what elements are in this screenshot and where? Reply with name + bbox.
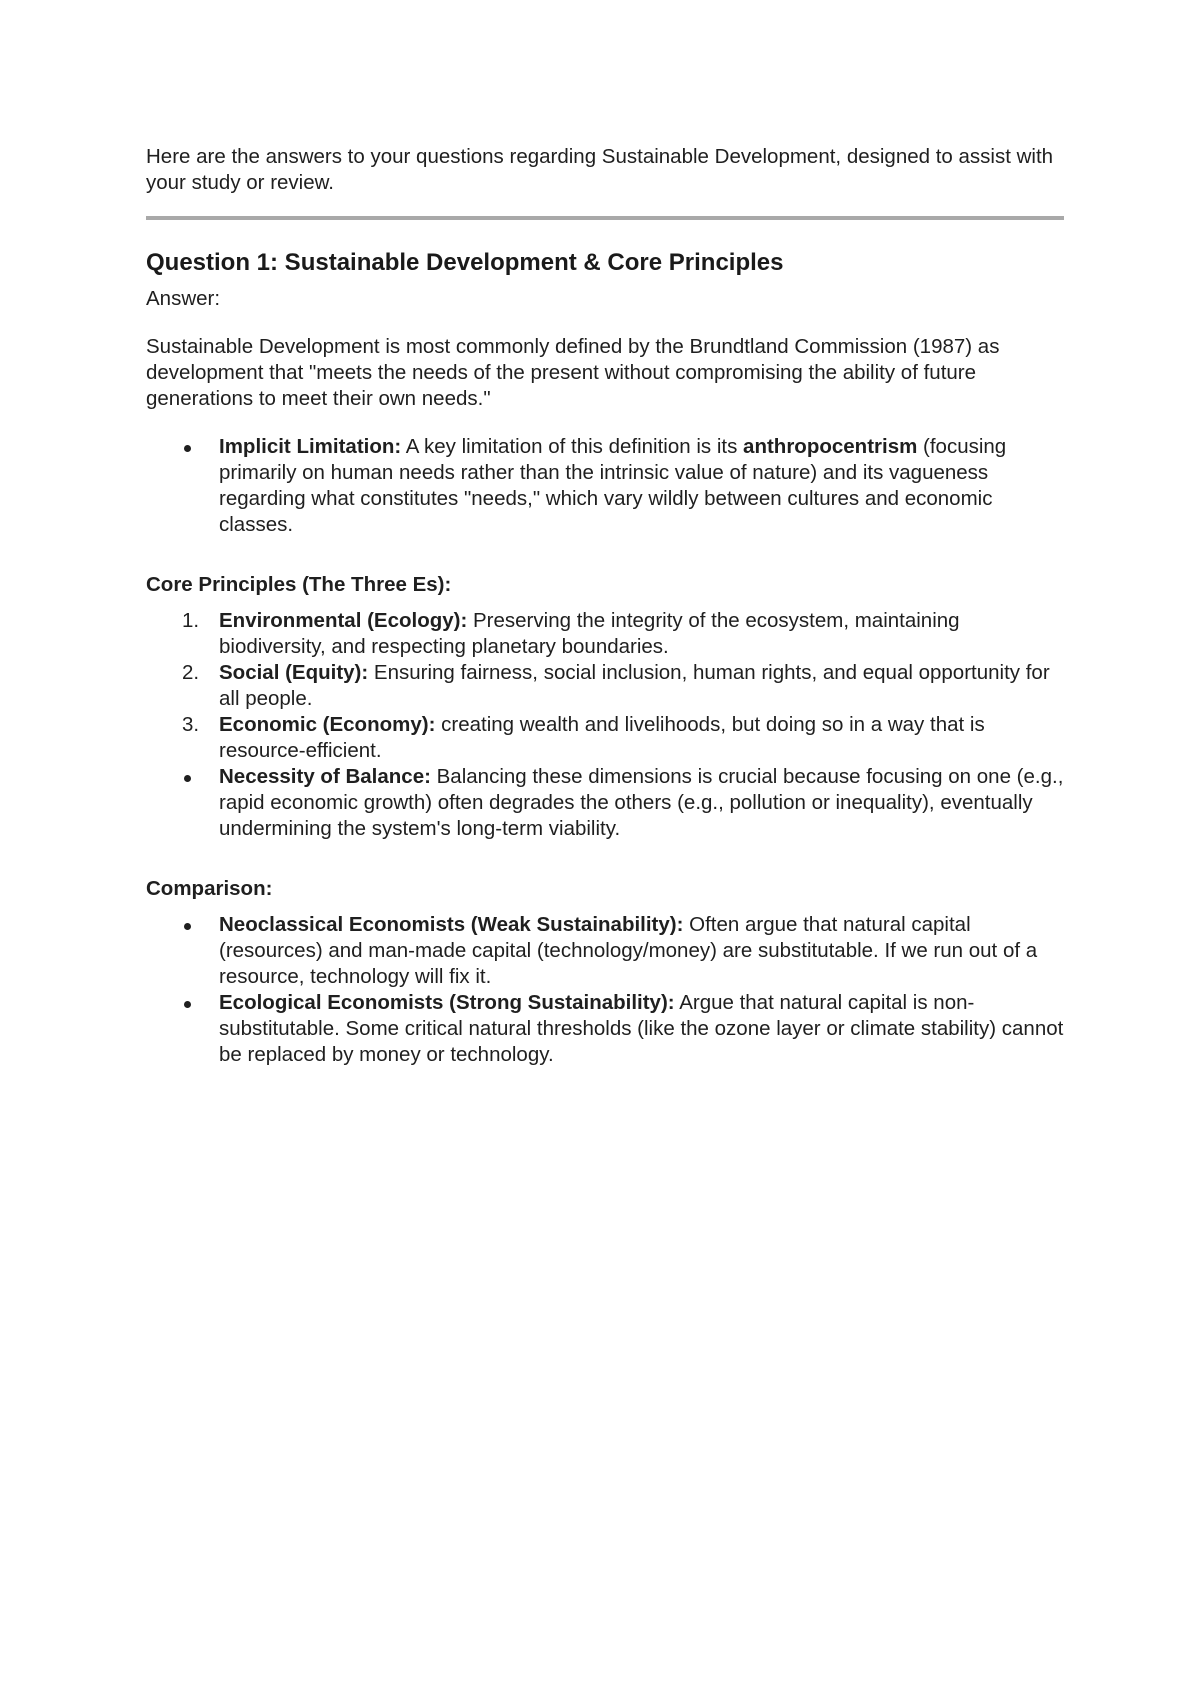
intro-paragraph: Here are the answers to your questions regarding Sustainable Development, designed to assist with your study or review. bbox=[146, 145, 1054, 194]
core-principles-list bbox=[146, 608, 1064, 842]
list-item-balance bbox=[146, 764, 1064, 842]
balance-text: Balancing these dimensions is crucial because focusing on one (e.g., rapid economic growth) often degrades the others (e.g., pollution or inequality), eventually undermining the system's long-term viability. bbox=[219, 765, 1064, 840]
question-1-title: Question 1: Sustainable Development & Core Principles bbox=[146, 249, 784, 276]
limitation-text-before: A key limitation of this definition is its bbox=[401, 435, 744, 458]
comparison-text: Often argue that natural capital (resources) and man-made capital (technology/money) are substitutable. If we run out of a resource, technology will fix it. bbox=[219, 913, 1038, 988]
limitation-label: Implicit Limitation: bbox=[219, 435, 402, 458]
balance-label: Necessity of Balance: bbox=[219, 765, 431, 788]
comparison-label: Ecological Economists (Strong Sustainability): bbox=[219, 991, 675, 1014]
principle-label: Social (Equity): bbox=[219, 661, 369, 684]
comparison-label: Neoclassical Economists (Weak Sustainability): bbox=[219, 913, 684, 936]
definition-paragraph: Sustainable Development is most commonly defined by the Brundtland Commission (1987) as development that "meets the needs of the present without compromising the ability of future generations to meet their own needs." bbox=[146, 335, 1000, 410]
core-principles-heading: Core Principles (The Three Es): bbox=[146, 573, 452, 596]
list-number: 1. bbox=[182, 609, 200, 632]
horizontal-divider bbox=[146, 216, 1064, 220]
comparison-heading: Comparison: bbox=[146, 877, 273, 900]
principle-text: Preserving the integrity of the ecosystem, maintaining biodiversity, and respecting planetary boundaries. bbox=[219, 609, 960, 658]
list-item-economic bbox=[146, 712, 1064, 764]
list-item-weak-sustainability bbox=[146, 912, 1064, 990]
principle-text: Ensuring fairness, social inclusion, human rights, and equal opportunity for all people. bbox=[219, 661, 1050, 710]
bullet-icon bbox=[184, 775, 191, 782]
list-number: 2. bbox=[182, 661, 200, 684]
comparison-text: Argue that natural capital is non-substitutable. Some critical natural thresholds (like the ozone layer or climate stability) cannot be replaced by money or technology. bbox=[219, 991, 1064, 1066]
principle-text: creating wealth and livelihoods, but doing so in a way that is resource-efficient. bbox=[219, 713, 985, 762]
list-item-strong-sustainability bbox=[146, 990, 1064, 1068]
bullet-icon bbox=[184, 923, 191, 930]
comparison-list bbox=[146, 912, 1064, 1068]
principle-label: Economic (Economy): bbox=[219, 713, 436, 736]
list-item-environmental bbox=[146, 608, 1064, 660]
list-item-social bbox=[146, 660, 1064, 712]
bullet-icon bbox=[184, 445, 191, 452]
list-item-limitation bbox=[146, 434, 1064, 538]
list-number: 3. bbox=[182, 713, 200, 736]
principle-label: Environmental (Ecology): bbox=[219, 609, 468, 632]
limitation-list bbox=[146, 434, 1064, 538]
answer-label: Answer: bbox=[146, 287, 221, 310]
document-page bbox=[146, 144, 1064, 1068]
limitation-keyword: anthropocentrism bbox=[743, 435, 918, 458]
limitation-text-after: (focusing primarily on human needs rather than the intrinsic value of nature) and its vagueness regarding what constitutes "needs," which vary wildly between cultures and economic classes. bbox=[219, 435, 1007, 536]
bullet-icon bbox=[184, 1001, 191, 1008]
